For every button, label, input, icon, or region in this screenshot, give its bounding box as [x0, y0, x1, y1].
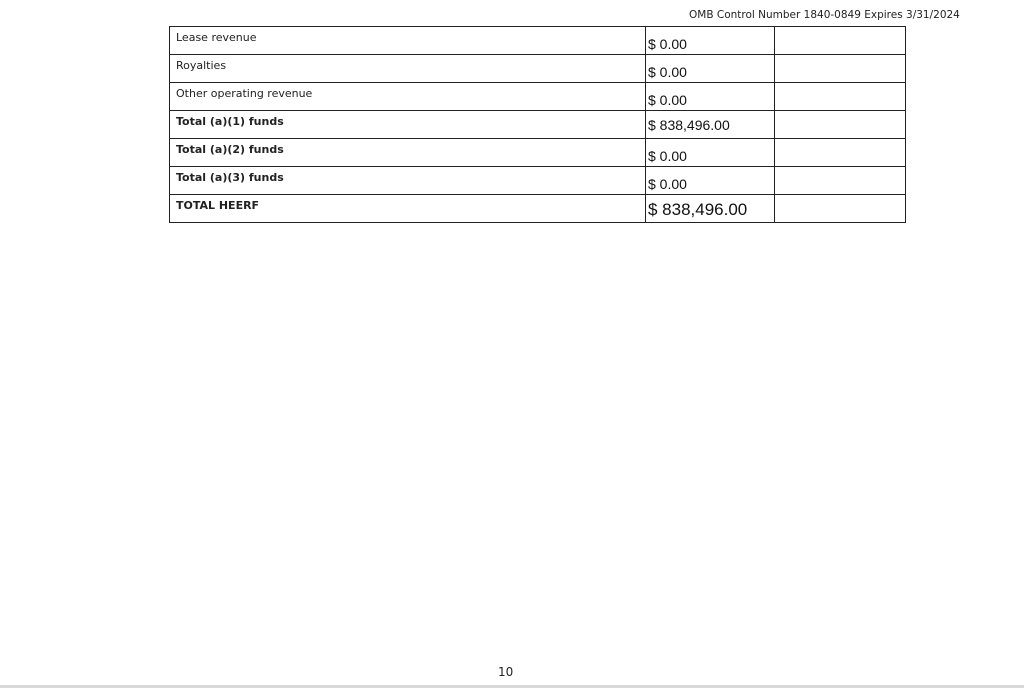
- row-amount-other-operating-revenue: $ 0.00: [646, 83, 775, 111]
- row-amount-total-heerf: $ 838,496.00: [646, 195, 775, 223]
- row-amount-royalties: $ 0.00: [646, 55, 775, 83]
- table-row: [170, 111, 906, 139]
- row-label-royalties: Royalties: [170, 55, 646, 83]
- table-row: [170, 83, 906, 111]
- empty-cell: [775, 27, 906, 55]
- empty-cell: [775, 55, 906, 83]
- page-number: 10: [498, 665, 514, 679]
- table-row: [170, 195, 906, 223]
- row-amount-total-a2-funds: $ 0.00: [646, 139, 775, 167]
- row-label-total-heerf: TOTAL HEERF: [170, 195, 646, 223]
- empty-cell: [775, 195, 906, 223]
- table-row: [170, 55, 906, 83]
- row-amount-total-a3-funds: $ 0.00: [646, 167, 775, 195]
- row-label-other-operating-revenue: Other operating revenue: [170, 83, 646, 111]
- row-amount-lease-revenue: $ 0.00: [646, 27, 775, 55]
- empty-cell: [775, 167, 906, 195]
- empty-cell: [775, 139, 906, 167]
- row-amount-total-a1-funds: $ 838,496.00: [646, 111, 775, 139]
- omb-control-number: OMB Control Number 1840-0849 Expires 3/31/2024: [689, 9, 960, 21]
- empty-cell: [775, 111, 906, 139]
- row-label-total-a3-funds: Total (a)(3) funds: [170, 167, 646, 195]
- heerf-revenue-table: [169, 26, 906, 223]
- empty-cell: [775, 83, 906, 111]
- row-label-total-a2-funds: Total (a)(2) funds: [170, 139, 646, 167]
- table-row: [170, 167, 906, 195]
- row-label-total-a1-funds: Total (a)(1) funds: [170, 111, 646, 139]
- table-row: [170, 139, 906, 167]
- table-row: [170, 27, 906, 55]
- row-label-lease-revenue: Lease revenue: [170, 27, 646, 55]
